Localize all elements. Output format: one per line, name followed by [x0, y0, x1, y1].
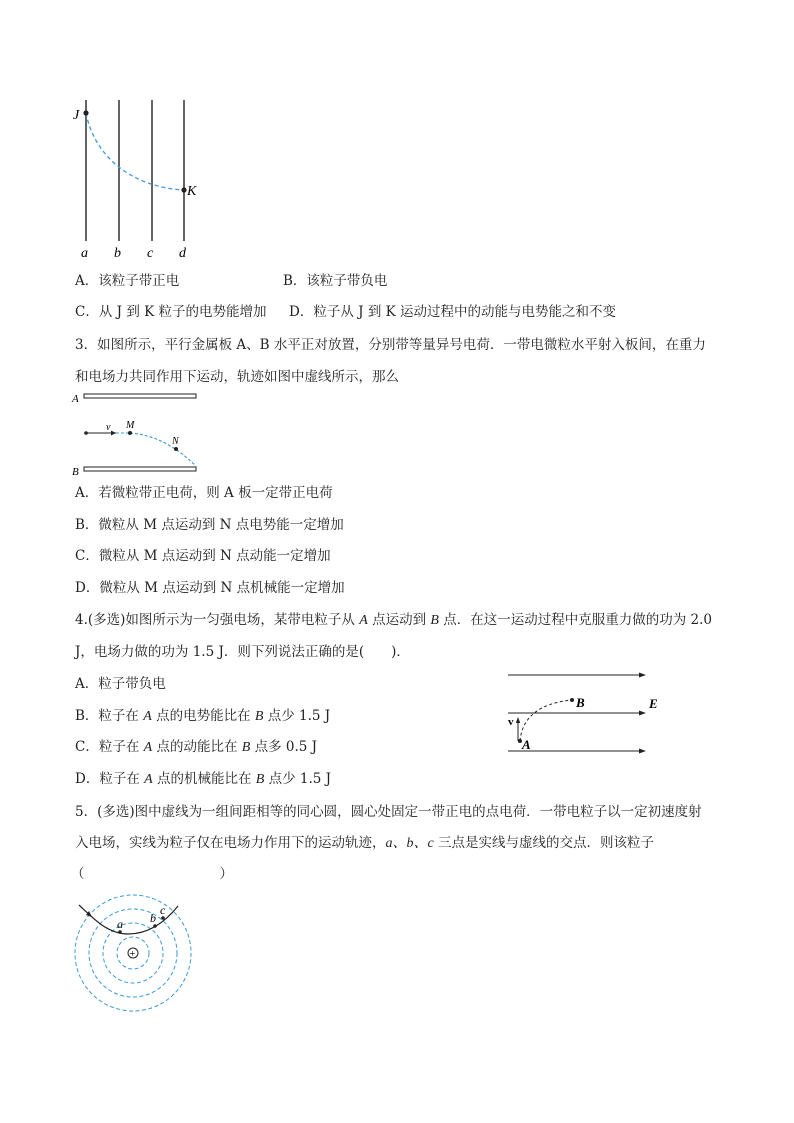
label-plate-a: A: [72, 393, 79, 405]
q4-d-part: D．粒子在: [75, 771, 145, 787]
q4-c-part: C．粒子在: [75, 739, 144, 755]
q4-c-part: 点多 0.5 J: [250, 739, 318, 755]
trajectory-jk: [86, 113, 184, 190]
label-a-q5: a: [117, 917, 123, 931]
q2-option-d: D．粒子从 J 到 K 运动过程中的动能与电势能之和不变: [289, 304, 616, 320]
q4-stem-part: 点运动到: [367, 612, 431, 628]
label-b-point: B: [576, 695, 585, 710]
trajectory-mn: [130, 433, 196, 466]
label-k: K: [187, 184, 197, 199]
point-b: [570, 698, 574, 702]
figure-concentric-circles: [70, 890, 200, 1015]
figure-uniform-field: [500, 665, 670, 760]
label-v: v: [106, 422, 111, 433]
label-m: M: [126, 420, 135, 431]
label-c: c: [147, 246, 154, 261]
q4-stem-line1: [75, 611, 712, 630]
q3-option-a: A．若微粒带正电荷，则 A 板一定带正电荷: [75, 485, 333, 501]
q4-stem-a: A: [359, 613, 368, 628]
field-arrow-mid: [639, 711, 646, 716]
label-b-q5: b: [150, 911, 156, 925]
q4-b-b: B: [254, 709, 264, 724]
q3-stem-line2: 和电场力共同作用下运动，轨迹如图中虚线所示，那么: [75, 369, 399, 385]
plus-sign: +: [129, 947, 136, 960]
q4-option-b: [75, 707, 330, 726]
plate-b: [84, 467, 196, 471]
q4-stem-line2: J，电场力做的功为 1.5 J．则下列说法正确的是( )．: [75, 644, 410, 660]
label-e: E: [649, 696, 658, 711]
q4-stem-part: 4.(多选)如图所示为一匀强电场，某带电粒子从: [75, 612, 360, 628]
q4-option-d: [75, 770, 331, 789]
label-d: d: [179, 246, 186, 261]
label-a-point: A: [522, 737, 531, 752]
q3-option-c: C．微粒从 M 点运动到 N 点动能一定增加: [75, 548, 331, 564]
trajectory-ab: [520, 700, 572, 741]
q5-stem-abc: a、b、c: [385, 836, 434, 851]
q4-d-b: B: [255, 772, 265, 787]
point-j: [83, 110, 88, 115]
q4-b-part: B．粒子在: [75, 708, 144, 724]
particle-start: [84, 431, 88, 435]
q2-option-b: B．该粒子带负电: [283, 273, 388, 289]
field-arrow-top: [639, 673, 646, 678]
q4-option-a: A．粒子带负电: [75, 676, 166, 692]
point-m: [128, 431, 132, 435]
q5-answer-blank: （ ）: [71, 866, 233, 882]
label-a: a: [81, 246, 88, 261]
q3-stem-line1: 3．如图所示，平行金属板 A、B 水平正对放置，分别带等量异号电荷．一带电微粒水平射入板间，在重力: [75, 337, 706, 353]
q4-stem-b: B: [430, 613, 439, 628]
q3-option-d: D．微粒从 M 点运动到 N 点机械能一定增加: [75, 580, 345, 596]
point-n: [174, 447, 178, 451]
velocity-arrowhead-up: [516, 717, 520, 723]
label-v-q4: v: [508, 716, 514, 728]
q5-stem-line2: [75, 834, 654, 853]
label-b: b: [114, 246, 121, 261]
q4-d-part: 点的机械能比在: [152, 771, 256, 787]
q4-c-b: B: [241, 740, 251, 755]
q4-option-c: [75, 738, 317, 757]
point-k: [181, 187, 186, 192]
q4-b-a: A: [143, 709, 152, 724]
velocity-arrowhead: [111, 431, 116, 436]
q5-stem-part: 入电场，实线为粒子仅在电场力作用下的运动轨迹，: [75, 835, 386, 851]
label-n: N: [172, 436, 179, 447]
q5-stem-line1: 5．(多选)图中虚线为一组间距相等的同心圆，圆心处固定一带正电的点电荷．一带电粒子以一定初速度射: [75, 804, 702, 820]
q4-c-part: 点的动能比在: [152, 739, 242, 755]
q4-stem-part: 点．在这一运动过程中克服重力做的功为 2.0: [438, 612, 712, 628]
field-arrow-bottom: [639, 749, 646, 754]
plate-a: [84, 394, 196, 398]
q5-stem-part: 三点是实线与虚线的交点．则该粒子: [433, 835, 655, 851]
label-c-q5: c: [160, 903, 166, 917]
q3-option-b: B．微粒从 M 点运动到 N 点电势能一定增加: [75, 517, 344, 533]
q4-d-a: A: [144, 772, 153, 787]
label-plate-b: B: [72, 466, 79, 478]
figure-parallel-plates: [70, 388, 210, 478]
q4-b-part: 点少 1.5 J: [263, 708, 331, 724]
q4-d-part: 点少 1.5 J: [264, 771, 332, 787]
q4-c-a: A: [143, 740, 153, 755]
label-j: J: [73, 108, 80, 123]
q2-option-c: C．从 J 到 K 粒子的电势能增加: [75, 304, 267, 320]
q4-b-part: 点的电势能比在: [151, 708, 255, 724]
figure-equipotential-lines: [70, 95, 210, 265]
q2-option-a: A．该粒子带正电: [75, 273, 180, 289]
